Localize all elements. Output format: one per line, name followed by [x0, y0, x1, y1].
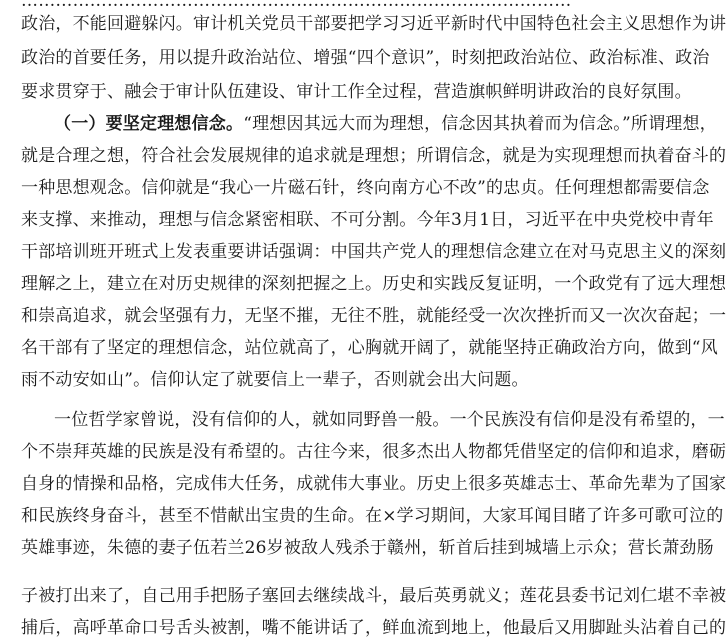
paragraph-2-line-1: [0, 108, 717, 140]
paragraph-2-line-6: 理解之上，建立在对历史规律的深刻把握之上。历史和实践反复证明，一个政党有了远大理想: [21, 274, 726, 294]
paragraph-3-line-2: 个不崇拜英雄的民族是没有希望的。古往今来，很多杰出人物都凭借坚定的信仰和追求，磨砺: [21, 442, 726, 462]
paragraph-4-line-1: 子被打出来了，自己用手把肠子塞回去继续战斗，最后英勇就义；莲花县委书记刘仁堪不幸被: [21, 586, 726, 606]
paragraph-2-line-1-text: “理想因其远大而为理想，信念因其执着而为信念。”所谓理想，: [243, 114, 717, 134]
paragraph-4-line-2: 捕后，高呼革命口号舌头被割，嘴不能讲话了，鲜血流到地上，他最后又用脚趾头沾着自己的: [21, 618, 726, 638]
paragraph-2-line-9: 雨不动安如山”。信仰认定了就要信上一辈子，否则就会出大问题。: [21, 370, 529, 390]
paragraph-2-line-8: 名干部有了坚定的理想信念，站位就高了，心胸就开阔了，就能坚持正确政治方向，做到“风: [21, 338, 718, 358]
paragraph-2-line-4: 来支撑、来推动，理想与信念紧密相联、不可分割。今年3月1日，习近平在中央党校中青年: [21, 210, 714, 230]
paragraph-3-line-3: 自身的情操和品格，完成伟大任务，成就伟大事业。历史上很多英雄志士、革命先辈为了国家: [21, 474, 726, 494]
paragraph-1-line-3: 要求贯穿于、融会于审计队伍建设、审计工作全过程，营造旗帜鲜明讲政治的良好氛围。: [21, 82, 692, 102]
paragraph-2-line-7: 和崇高追求，就会坚强有力，无坚不摧，无往不胜，就能经受一次次挫折而又一次次奋起；一: [21, 306, 726, 326]
paragraph-3-line-5: 英雄事迹，朱德的妻子伍若兰26岁被敌人残杀于赣州，斩首后挂到城墙上示众；营长萧劲肠: [21, 538, 714, 558]
cut-off-top-line: ……………………………………………………………………………………: [21, 0, 572, 11]
paragraph-2-line-2: 就是合理之想，符合社会发展规律的追求就是理想；所谓信念，就是为实现理想而执着奋斗的: [21, 146, 726, 166]
section-heading: （一）要坚定理想信念。: [54, 114, 244, 134]
paragraph-2-line-5: 干部培训班开班式上发表重要讲话强调：中国共产党人的理想信念建立在对马克思主义的深刻: [21, 242, 726, 262]
paragraph-2-line-3: 一种思想观念。信仰就是“我心一片磁石针，终向南方心不改”的忠贞。任何理想都需要信念: [21, 178, 710, 198]
paragraph-1-line-2: 政治的首要任务，用以提升政治站位、增强“四个意识”，时刻把政治站位、政治标准、政治: [21, 48, 710, 68]
paragraph-1-line-1: 政治，不能回避躲闪。审计机关党员干部要把学习习近平新时代中国特色社会主义思想作为讲: [21, 14, 726, 34]
paragraph-3-line-1: 一位哲学家曾说，没有信仰的人，就如同野兽一般。一个民族没有信仰是没有希望的，一: [54, 410, 725, 430]
paragraph-3-line-4: 和民族终身奋斗，甚至不惜献出宝贵的生命。在×学习期间，大家耳闻目睹了许多可歌可泣的: [21, 506, 724, 526]
